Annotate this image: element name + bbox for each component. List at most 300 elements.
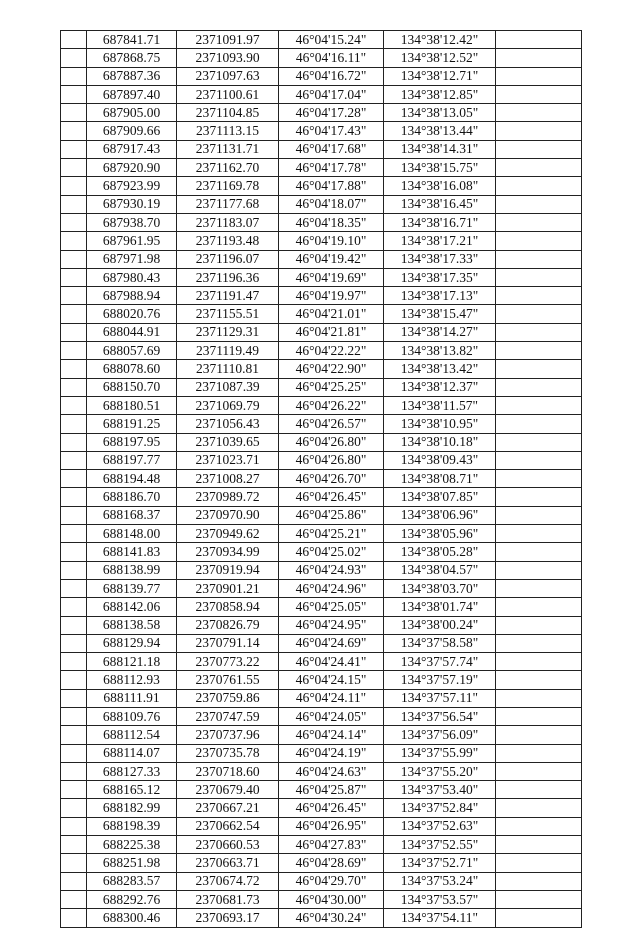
table-row xyxy=(61,268,582,286)
y-coordinate-cell: 2371056.43 xyxy=(177,415,279,433)
latitude-cell: 46°04'24.96" xyxy=(279,579,384,597)
table-row xyxy=(61,470,582,488)
latitude-cell: 46°04'27.83" xyxy=(279,836,384,854)
x-coordinate-cell: 688191.25 xyxy=(87,415,177,433)
blank-number-cell xyxy=(61,268,87,286)
latitude-cell: 46°04'16.11" xyxy=(279,49,384,67)
longitude-cell: 134°38'01.74" xyxy=(384,598,496,616)
blank-notes-cell xyxy=(496,213,582,231)
blank-notes-cell xyxy=(496,817,582,835)
latitude-cell: 46°04'17.88" xyxy=(279,177,384,195)
y-coordinate-cell: 2371100.61 xyxy=(177,85,279,103)
y-coordinate-cell: 2370718.60 xyxy=(177,762,279,780)
blank-notes-cell xyxy=(496,433,582,451)
blank-notes-cell xyxy=(496,890,582,908)
table-row xyxy=(61,579,582,597)
x-coordinate-cell: 687905.00 xyxy=(87,104,177,122)
y-coordinate-cell: 2370660.53 xyxy=(177,836,279,854)
longitude-cell: 134°38'14.31" xyxy=(384,140,496,158)
y-coordinate-cell: 2371008.27 xyxy=(177,470,279,488)
longitude-cell: 134°38'13.44" xyxy=(384,122,496,140)
latitude-cell: 46°04'17.28" xyxy=(279,104,384,122)
longitude-cell: 134°37'57.19" xyxy=(384,671,496,689)
x-coordinate-cell: 688283.57 xyxy=(87,872,177,890)
blank-number-cell xyxy=(61,232,87,250)
y-coordinate-cell: 2371097.63 xyxy=(177,67,279,85)
blank-notes-cell xyxy=(496,579,582,597)
x-coordinate-cell: 687961.95 xyxy=(87,232,177,250)
blank-notes-cell xyxy=(496,396,582,414)
table-row xyxy=(61,85,582,103)
table-row xyxy=(61,159,582,177)
blank-number-cell xyxy=(61,872,87,890)
blank-notes-cell xyxy=(496,781,582,799)
longitude-cell: 134°38'13.82" xyxy=(384,342,496,360)
blank-notes-cell xyxy=(496,470,582,488)
blank-notes-cell xyxy=(496,415,582,433)
longitude-cell: 134°38'12.71" xyxy=(384,67,496,85)
x-coordinate-cell: 688111.91 xyxy=(87,689,177,707)
x-coordinate-cell: 688112.54 xyxy=(87,726,177,744)
longitude-cell: 134°38'12.37" xyxy=(384,378,496,396)
table-row xyxy=(61,451,582,469)
longitude-cell: 134°38'10.18" xyxy=(384,433,496,451)
x-coordinate-cell: 688044.91 xyxy=(87,323,177,341)
latitude-cell: 46°04'26.80" xyxy=(279,433,384,451)
x-coordinate-cell: 688194.48 xyxy=(87,470,177,488)
blank-notes-cell xyxy=(496,342,582,360)
table-row xyxy=(61,177,582,195)
x-coordinate-cell: 688300.46 xyxy=(87,909,177,927)
blank-notes-cell xyxy=(496,671,582,689)
y-coordinate-cell: 2371093.90 xyxy=(177,49,279,67)
blank-number-cell xyxy=(61,579,87,597)
blank-number-cell xyxy=(61,49,87,67)
latitude-cell: 46°04'24.41" xyxy=(279,653,384,671)
latitude-cell: 46°04'17.78" xyxy=(279,159,384,177)
longitude-cell: 134°38'14.27" xyxy=(384,323,496,341)
longitude-cell: 134°37'53.40" xyxy=(384,781,496,799)
x-coordinate-cell: 688138.58 xyxy=(87,616,177,634)
table-row xyxy=(61,525,582,543)
blank-notes-cell xyxy=(496,49,582,67)
latitude-cell: 46°04'26.22" xyxy=(279,396,384,414)
latitude-cell: 46°04'29.70" xyxy=(279,872,384,890)
blank-notes-cell xyxy=(496,195,582,213)
table-row xyxy=(61,104,582,122)
table-row xyxy=(61,689,582,707)
y-coordinate-cell: 2371183.07 xyxy=(177,213,279,231)
y-coordinate-cell: 2370791.14 xyxy=(177,634,279,652)
blank-notes-cell xyxy=(496,159,582,177)
x-coordinate-cell: 688251.98 xyxy=(87,854,177,872)
blank-number-cell xyxy=(61,762,87,780)
blank-number-cell xyxy=(61,890,87,908)
x-coordinate-cell: 688186.70 xyxy=(87,488,177,506)
blank-notes-cell xyxy=(496,525,582,543)
table-row xyxy=(61,872,582,890)
table-row xyxy=(61,616,582,634)
table-row xyxy=(61,305,582,323)
table-row xyxy=(61,49,582,67)
y-coordinate-cell: 2370759.86 xyxy=(177,689,279,707)
longitude-cell: 134°38'12.42" xyxy=(384,31,496,49)
x-coordinate-cell: 688292.76 xyxy=(87,890,177,908)
longitude-cell: 134°38'16.45" xyxy=(384,195,496,213)
blank-number-cell xyxy=(61,177,87,195)
blank-number-cell xyxy=(61,598,87,616)
y-coordinate-cell: 2371087.39 xyxy=(177,378,279,396)
longitude-cell: 134°38'13.05" xyxy=(384,104,496,122)
blank-number-cell xyxy=(61,836,87,854)
latitude-cell: 46°04'26.70" xyxy=(279,470,384,488)
y-coordinate-cell: 2371196.36 xyxy=(177,268,279,286)
latitude-cell: 46°04'30.24" xyxy=(279,909,384,927)
latitude-cell: 46°04'26.57" xyxy=(279,415,384,433)
x-coordinate-cell: 688148.00 xyxy=(87,525,177,543)
x-coordinate-cell: 688112.93 xyxy=(87,671,177,689)
x-coordinate-cell: 687980.43 xyxy=(87,268,177,286)
longitude-cell: 134°38'05.28" xyxy=(384,543,496,561)
x-coordinate-cell: 687897.40 xyxy=(87,85,177,103)
blank-number-cell xyxy=(61,396,87,414)
x-coordinate-cell: 688197.77 xyxy=(87,451,177,469)
blank-number-cell xyxy=(61,781,87,799)
blank-number-cell xyxy=(61,305,87,323)
table-row xyxy=(61,543,582,561)
longitude-cell: 134°38'05.96" xyxy=(384,525,496,543)
blank-number-cell xyxy=(61,909,87,927)
longitude-cell: 134°38'10.95" xyxy=(384,415,496,433)
blank-notes-cell xyxy=(496,872,582,890)
y-coordinate-cell: 2371119.49 xyxy=(177,342,279,360)
longitude-cell: 134°38'17.35" xyxy=(384,268,496,286)
blank-notes-cell xyxy=(496,707,582,725)
longitude-cell: 134°37'53.24" xyxy=(384,872,496,890)
table-row xyxy=(61,744,582,762)
blank-notes-cell xyxy=(496,909,582,927)
x-coordinate-cell: 688150.70 xyxy=(87,378,177,396)
y-coordinate-cell: 2371193.48 xyxy=(177,232,279,250)
table-row xyxy=(61,671,582,689)
blank-number-cell xyxy=(61,671,87,689)
y-coordinate-cell: 2370919.94 xyxy=(177,561,279,579)
blank-notes-cell xyxy=(496,323,582,341)
table-row xyxy=(61,195,582,213)
latitude-cell: 46°04'16.72" xyxy=(279,67,384,85)
latitude-cell: 46°04'19.10" xyxy=(279,232,384,250)
table-row xyxy=(61,488,582,506)
x-coordinate-cell: 688127.33 xyxy=(87,762,177,780)
blank-number-cell xyxy=(61,451,87,469)
longitude-cell: 134°38'15.75" xyxy=(384,159,496,177)
blank-number-cell xyxy=(61,707,87,725)
x-coordinate-cell: 688141.83 xyxy=(87,543,177,561)
y-coordinate-cell: 2370662.54 xyxy=(177,817,279,835)
y-coordinate-cell: 2370934.99 xyxy=(177,543,279,561)
blank-number-cell xyxy=(61,726,87,744)
latitude-cell: 46°04'17.43" xyxy=(279,122,384,140)
blank-number-cell xyxy=(61,488,87,506)
blank-notes-cell xyxy=(496,360,582,378)
longitude-cell: 134°37'54.11" xyxy=(384,909,496,927)
y-coordinate-cell: 2371129.31 xyxy=(177,323,279,341)
longitude-cell: 134°37'55.20" xyxy=(384,762,496,780)
table-row xyxy=(61,781,582,799)
longitude-cell: 134°37'52.84" xyxy=(384,799,496,817)
blank-notes-cell xyxy=(496,616,582,634)
table-row xyxy=(61,396,582,414)
latitude-cell: 46°04'17.68" xyxy=(279,140,384,158)
longitude-cell: 134°38'17.21" xyxy=(384,232,496,250)
blank-notes-cell xyxy=(496,451,582,469)
x-coordinate-cell: 688057.69 xyxy=(87,342,177,360)
blank-notes-cell xyxy=(496,689,582,707)
blank-notes-cell xyxy=(496,232,582,250)
x-coordinate-cell: 688078.60 xyxy=(87,360,177,378)
table-row xyxy=(61,31,582,49)
longitude-cell: 134°38'15.47" xyxy=(384,305,496,323)
x-coordinate-cell: 687887.36 xyxy=(87,67,177,85)
table-row xyxy=(61,726,582,744)
latitude-cell: 46°04'26.80" xyxy=(279,451,384,469)
blank-number-cell xyxy=(61,506,87,524)
table-row xyxy=(61,854,582,872)
latitude-cell: 46°04'21.01" xyxy=(279,305,384,323)
latitude-cell: 46°04'15.24" xyxy=(279,31,384,49)
x-coordinate-cell: 687988.94 xyxy=(87,287,177,305)
latitude-cell: 46°04'24.19" xyxy=(279,744,384,762)
table-row xyxy=(61,909,582,927)
longitude-cell: 134°37'52.63" xyxy=(384,817,496,835)
longitude-cell: 134°38'07.85" xyxy=(384,488,496,506)
latitude-cell: 46°04'18.07" xyxy=(279,195,384,213)
blank-number-cell xyxy=(61,616,87,634)
y-coordinate-cell: 2370693.17 xyxy=(177,909,279,927)
latitude-cell: 46°04'24.14" xyxy=(279,726,384,744)
latitude-cell: 46°04'26.95" xyxy=(279,817,384,835)
x-coordinate-cell: 688142.06 xyxy=(87,598,177,616)
longitude-cell: 134°37'55.99" xyxy=(384,744,496,762)
blank-notes-cell xyxy=(496,268,582,286)
x-coordinate-cell: 687917.43 xyxy=(87,140,177,158)
blank-number-cell xyxy=(61,342,87,360)
blank-notes-cell xyxy=(496,634,582,652)
y-coordinate-cell: 2370826.79 xyxy=(177,616,279,634)
x-coordinate-cell: 688121.18 xyxy=(87,653,177,671)
latitude-cell: 46°04'22.22" xyxy=(279,342,384,360)
y-coordinate-cell: 2371104.85 xyxy=(177,104,279,122)
latitude-cell: 46°04'24.63" xyxy=(279,762,384,780)
table-row xyxy=(61,250,582,268)
blank-number-cell xyxy=(61,634,87,652)
x-coordinate-cell: 688020.76 xyxy=(87,305,177,323)
longitude-cell: 134°37'58.58" xyxy=(384,634,496,652)
x-coordinate-cell: 687923.99 xyxy=(87,177,177,195)
y-coordinate-cell: 2371110.81 xyxy=(177,360,279,378)
table-row xyxy=(61,415,582,433)
table-row xyxy=(61,122,582,140)
blank-notes-cell xyxy=(496,250,582,268)
x-coordinate-cell: 688198.39 xyxy=(87,817,177,835)
y-coordinate-cell: 2371069.79 xyxy=(177,396,279,414)
blank-number-cell xyxy=(61,360,87,378)
blank-number-cell xyxy=(61,323,87,341)
longitude-cell: 134°38'09.43" xyxy=(384,451,496,469)
blank-notes-cell xyxy=(496,67,582,85)
y-coordinate-cell: 2370989.72 xyxy=(177,488,279,506)
blank-notes-cell xyxy=(496,140,582,158)
table-row xyxy=(61,561,582,579)
latitude-cell: 46°04'25.87" xyxy=(279,781,384,799)
longitude-cell: 134°37'52.55" xyxy=(384,836,496,854)
coordinates-table-body xyxy=(61,31,582,928)
longitude-cell: 134°38'11.57" xyxy=(384,396,496,414)
table-row xyxy=(61,287,582,305)
longitude-cell: 134°38'12.52" xyxy=(384,49,496,67)
table-row xyxy=(61,598,582,616)
latitude-cell: 46°04'26.45" xyxy=(279,799,384,817)
x-coordinate-cell: 688225.38 xyxy=(87,836,177,854)
y-coordinate-cell: 2371131.71 xyxy=(177,140,279,158)
blank-number-cell xyxy=(61,378,87,396)
blank-notes-cell xyxy=(496,744,582,762)
longitude-cell: 134°38'17.33" xyxy=(384,250,496,268)
longitude-cell: 134°38'12.85" xyxy=(384,85,496,103)
blank-number-cell xyxy=(61,250,87,268)
blank-number-cell xyxy=(61,525,87,543)
x-coordinate-cell: 688180.51 xyxy=(87,396,177,414)
blank-notes-cell xyxy=(496,561,582,579)
blank-notes-cell xyxy=(496,305,582,323)
blank-number-cell xyxy=(61,85,87,103)
latitude-cell: 46°04'22.90" xyxy=(279,360,384,378)
y-coordinate-cell: 2371191.47 xyxy=(177,287,279,305)
x-coordinate-cell: 688139.77 xyxy=(87,579,177,597)
table-row xyxy=(61,653,582,671)
table-row xyxy=(61,762,582,780)
blank-number-cell xyxy=(61,213,87,231)
table-row xyxy=(61,707,582,725)
blank-notes-cell xyxy=(496,836,582,854)
blank-number-cell xyxy=(61,159,87,177)
latitude-cell: 46°04'19.42" xyxy=(279,250,384,268)
latitude-cell: 46°04'25.21" xyxy=(279,525,384,543)
coordinates-table xyxy=(60,30,582,928)
table-row xyxy=(61,342,582,360)
blank-number-cell xyxy=(61,31,87,49)
blank-notes-cell xyxy=(496,726,582,744)
latitude-cell: 46°04'26.45" xyxy=(279,488,384,506)
blank-number-cell xyxy=(61,653,87,671)
y-coordinate-cell: 2370858.94 xyxy=(177,598,279,616)
longitude-cell: 134°38'08.71" xyxy=(384,470,496,488)
latitude-cell: 46°04'24.11" xyxy=(279,689,384,707)
x-coordinate-cell: 688129.94 xyxy=(87,634,177,652)
blank-number-cell xyxy=(61,854,87,872)
latitude-cell: 46°04'24.15" xyxy=(279,671,384,689)
longitude-cell: 134°38'16.08" xyxy=(384,177,496,195)
longitude-cell: 134°38'00.24" xyxy=(384,616,496,634)
blank-notes-cell xyxy=(496,31,582,49)
blank-notes-cell xyxy=(496,506,582,524)
y-coordinate-cell: 2370773.22 xyxy=(177,653,279,671)
blank-notes-cell xyxy=(496,653,582,671)
longitude-cell: 134°38'17.13" xyxy=(384,287,496,305)
y-coordinate-cell: 2370679.40 xyxy=(177,781,279,799)
longitude-cell: 134°37'56.09" xyxy=(384,726,496,744)
table-row xyxy=(61,817,582,835)
latitude-cell: 46°04'19.69" xyxy=(279,268,384,286)
y-coordinate-cell: 2371091.97 xyxy=(177,31,279,49)
latitude-cell: 46°04'25.02" xyxy=(279,543,384,561)
y-coordinate-cell: 2371177.68 xyxy=(177,195,279,213)
x-coordinate-cell: 687930.19 xyxy=(87,195,177,213)
y-coordinate-cell: 2371023.71 xyxy=(177,451,279,469)
y-coordinate-cell: 2370761.55 xyxy=(177,671,279,689)
y-coordinate-cell: 2370667.21 xyxy=(177,799,279,817)
blank-number-cell xyxy=(61,433,87,451)
latitude-cell: 46°04'19.97" xyxy=(279,287,384,305)
x-coordinate-cell: 688168.37 xyxy=(87,506,177,524)
y-coordinate-cell: 2370747.59 xyxy=(177,707,279,725)
table-row xyxy=(61,360,582,378)
table-row xyxy=(61,67,582,85)
blank-number-cell xyxy=(61,817,87,835)
y-coordinate-cell: 2370737.96 xyxy=(177,726,279,744)
latitude-cell: 46°04'24.69" xyxy=(279,634,384,652)
x-coordinate-cell: 688197.95 xyxy=(87,433,177,451)
table-row xyxy=(61,890,582,908)
longitude-cell: 134°37'57.74" xyxy=(384,653,496,671)
blank-number-cell xyxy=(61,543,87,561)
longitude-cell: 134°38'16.71" xyxy=(384,213,496,231)
latitude-cell: 46°04'25.05" xyxy=(279,598,384,616)
table-row xyxy=(61,213,582,231)
blank-number-cell xyxy=(61,470,87,488)
x-coordinate-cell: 688182.99 xyxy=(87,799,177,817)
latitude-cell: 46°04'24.05" xyxy=(279,707,384,725)
blank-number-cell xyxy=(61,67,87,85)
table-row xyxy=(61,232,582,250)
blank-number-cell xyxy=(61,415,87,433)
x-coordinate-cell: 687938.70 xyxy=(87,213,177,231)
y-coordinate-cell: 2371169.78 xyxy=(177,177,279,195)
blank-number-cell xyxy=(61,744,87,762)
table-row xyxy=(61,836,582,854)
table-row xyxy=(61,799,582,817)
y-coordinate-cell: 2371113.15 xyxy=(177,122,279,140)
longitude-cell: 134°38'03.70" xyxy=(384,579,496,597)
blank-number-cell xyxy=(61,799,87,817)
blank-notes-cell xyxy=(496,799,582,817)
y-coordinate-cell: 2371196.07 xyxy=(177,250,279,268)
latitude-cell: 46°04'24.95" xyxy=(279,616,384,634)
table-row xyxy=(61,506,582,524)
blank-notes-cell xyxy=(496,854,582,872)
longitude-cell: 134°37'53.57" xyxy=(384,890,496,908)
blank-notes-cell xyxy=(496,762,582,780)
longitude-cell: 134°37'52.71" xyxy=(384,854,496,872)
y-coordinate-cell: 2370663.71 xyxy=(177,854,279,872)
latitude-cell: 46°04'25.25" xyxy=(279,378,384,396)
y-coordinate-cell: 2370949.62 xyxy=(177,525,279,543)
longitude-cell: 134°37'56.54" xyxy=(384,707,496,725)
blank-notes-cell xyxy=(496,287,582,305)
x-coordinate-cell: 688165.12 xyxy=(87,781,177,799)
y-coordinate-cell: 2370674.72 xyxy=(177,872,279,890)
longitude-cell: 134°38'13.42" xyxy=(384,360,496,378)
